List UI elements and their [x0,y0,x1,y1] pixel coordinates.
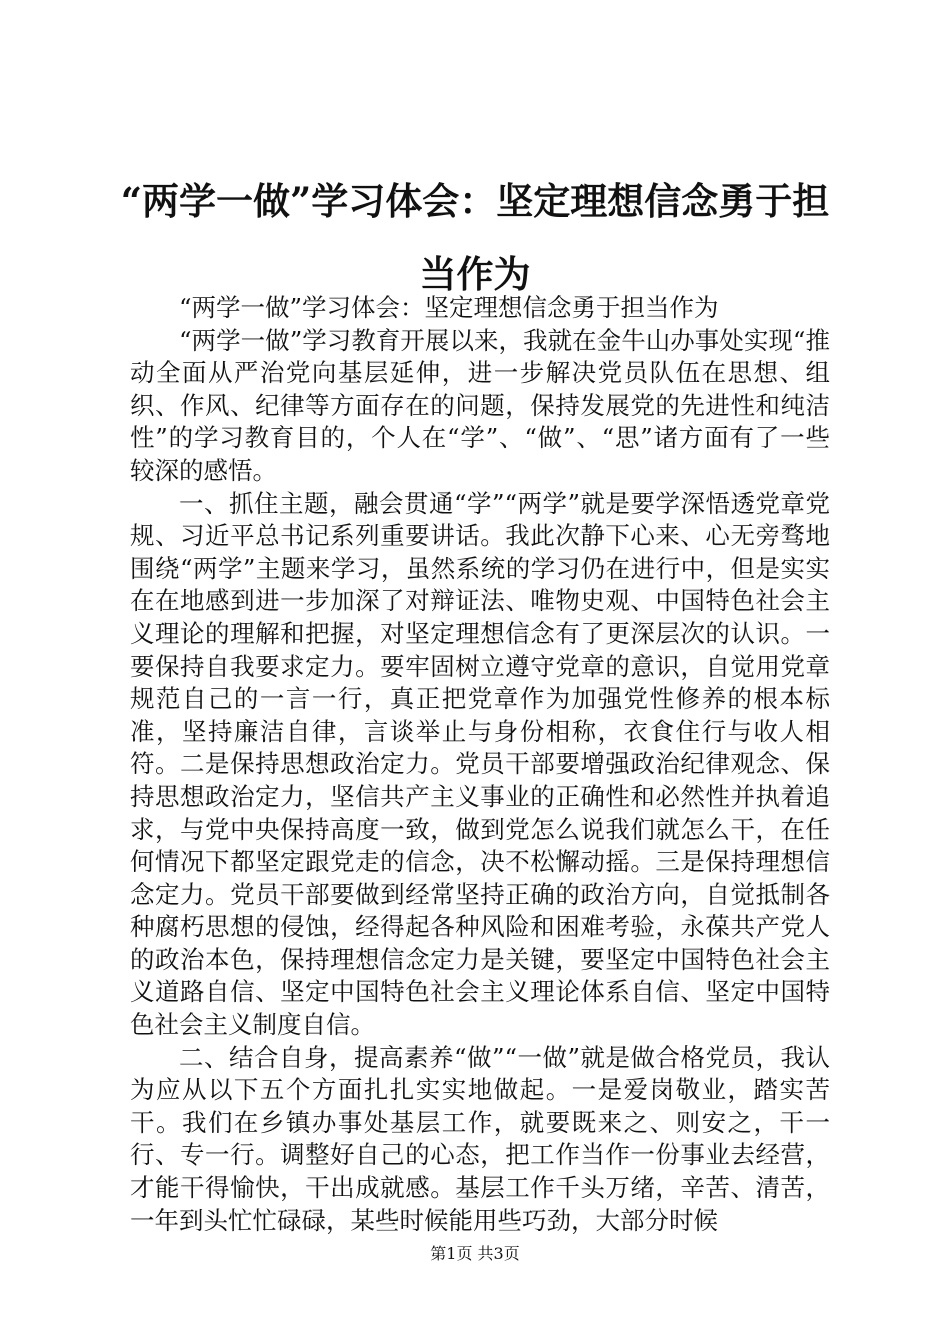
paragraph-section-one: 一、抓住主题，融会贯通“学”“两学”就是要学深悟透党章党规、习近平总书记系列重要讲话。我此次静下心来、心无旁骛地围绕“两学”主题来学习，虽然系统的学习仍在进行中，但是实实在在地感到进一步加深了对辩证法、唯物史观、中国特色社会主义理论的理解和把握，对坚定理想信念有了更深层次的认识。一要保持自我要求定力。要牢固树立遵守党章的意识，自觉用党章规范自己的一言一行，真正把党章作为加强党性修养的根本标准，坚持廉洁自律，言谈举止与身份相称，衣食住行与收人相符。二是保持思想政治定力。党员干部要增强政治纪律观念、保持思想政治定力，坚信共产主义事业的正确性和必然性并执着追求，与党中央保持高度一致，做到党怎么说我们就怎么干，在任何情况下都坚定跟党走的信念，决不松懈动摇。三是保持理想信念定力。党员干部要做到经常坚持正确的政治方向，自觉抵制各种腐朽思想的侵蚀，经得起各种风险和困难考验，永葆共产党人的政治本色，保持理想信念定力是关键，要坚定中国特色社会主义道路自信、坚定中国特色社会主义理论体系自信、坚定中国特色社会主义制度自信。 [130,488,830,1040]
document-title: “两学一做”学习体会：坚定理想信念勇于担当作为 [120,179,830,296]
paragraph-subtitle: “两学一做”学习体会：坚定理想信念勇于担当作为 [179,293,719,322]
paragraph-intro: “两学一做”学习教育开展以来，我就在金牛山办事处实现“推动全面从严治党向基层延伸，进一步解决党员队伍在思想、组织、作风、纪律等方面存在的问题，保持发展党的先进性和纯洁性”的学习教育目的，个人在“学”、“做”、“思”诸方面有了一些较深的感悟。 [130,325,830,485]
paragraph-section-two: 二、结合自身，提高素养“做”“一做”就是做合格党员，我认为应从以下五个方面扎扎实实地做起。一是爱岗敬业，踏实苦干。我们在乡镇办事处基层工作，就要既来之、则安之，干一行、专一行。调整好自己的心态，把工作当作一份事业去经营，才能干得愉快，干出成就感。基层工作千头万绪，辛苦、清苦，一年到头忙忙碌碌，某些时候能用些巧劲，大部分时候 [130,1042,830,1235]
page-number-footer: 第1页 共3页 [430,1244,520,1263]
document-body [130,292,830,1237]
